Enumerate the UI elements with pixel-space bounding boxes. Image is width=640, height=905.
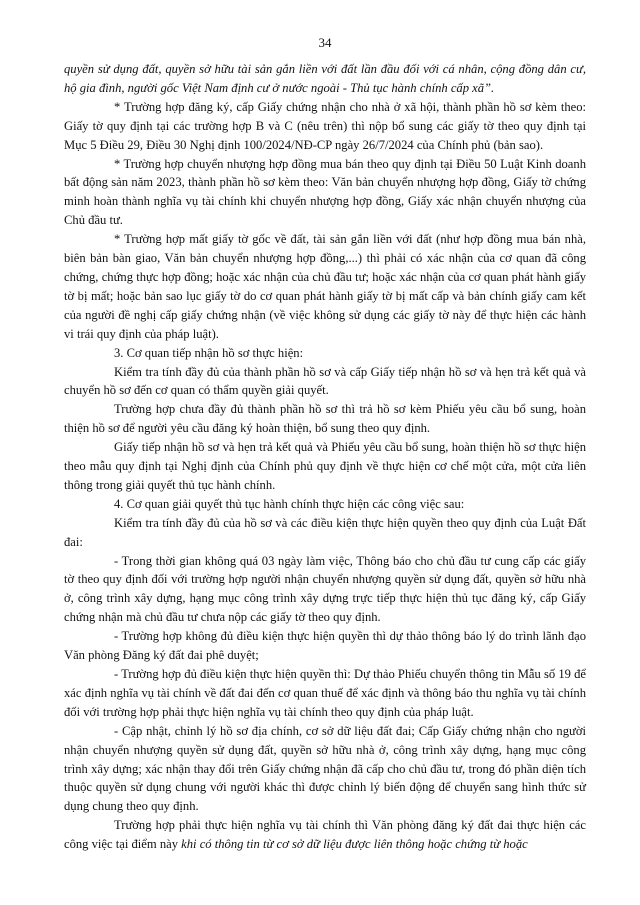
paragraph-text: Giấy tiếp nhận hồ sơ và hẹn trả kết quả và Phiếu yêu cầu bổ sung, hoàn thiện hồ sơ thực hiện theo mẫu quy định tại Nghị định của Chính phủ quy định về thực hiện cơ chế một cửa, một cửa liên thông trong giải quyết thủ tục hành chính. [64, 440, 586, 492]
paragraph [64, 344, 586, 363]
paragraph [64, 816, 586, 854]
document-page [64, 0, 586, 905]
document-body [64, 60, 586, 854]
paragraph [64, 552, 586, 628]
paragraph-text: Trường hợp phải thực hiện nghĩa vụ tài chính thì Văn phòng đăng ký đất đai thực hiện các công việc tại điểm này [64, 818, 586, 852]
paragraph [64, 60, 586, 98]
paragraph-text: quyền sử dụng đất, quyền sở hữu tài sản gắn liền với đất lần đầu đối với cá nhân, cộng đồng dân cư, hộ gia đình, người gốc Việt Nam định cư ở nước ngoài - Thủ tục hành chính cấp xã”. [64, 62, 586, 95]
paragraph-text: - Trong thời gian không quá 03 ngày làm việc, Thông báo cho chủ đầu tư cung cấp các giấy tờ theo quy định đối với trường hợp người nhận chuyển nhượng quyền sử dụng đất, quyền sở hữu nhà ở, công trình xây dựng, hạng mục công trình xây dựng trực tiếp thực hiện thủ tục đăng ký, cấp Giấy chứng nhận mà chủ đầu tư chưa nộp các giấy tờ theo quy định. [64, 553, 586, 625]
paragraph-text: 3. Cơ quan tiếp nhận hồ sơ thực hiện: [114, 345, 304, 360]
paragraph [64, 98, 586, 155]
paragraph-text: Kiểm tra tính đầy đủ của thành phần hồ sơ và cấp Giấy tiếp nhận hồ sơ và hẹn trả kết quả và chuyển hồ sơ đến cơ quan có thẩm quyền giải quyết. [64, 364, 586, 398]
paragraph-text: - Trường hợp không đủ điều kiện thực hiện quyền thì dự thảo thông báo lý do trình lãnh đạo Văn phòng Đăng ký đất đai phê duyệt; [64, 629, 586, 663]
paragraph [64, 400, 586, 438]
paragraph-text: 4. Cơ quan giải quyết thủ tục hành chính thực hiện các công việc sau: [114, 496, 465, 511]
paragraph [64, 438, 586, 495]
paragraph-text: Trường hợp chưa đầy đủ thành phần hồ sơ thì trả hồ sơ kèm Phiếu yêu cầu bổ sung, hoàn thiện hồ sơ để người yêu cầu đăng ký hoàn thiện, bổ sung theo quy định. [64, 402, 586, 436]
page-number: 34 [318, 35, 332, 50]
paragraph-text: * Trường hợp mất giấy tờ gốc về đất, tài sản gắn liền với đất (như hợp đồng mua bán nhà, biên bản bàn giao, Văn bản chuyển nhượng hợp đồng,...) thì phải có xác nhận của cơ quan đã công chứng, chứng thực hợp đồng; hoặc xác nhận của chủ đầu tư; hoặc xác nhận của cơ quan phát hành giấy tờ bị mất; hoặc bản sao lục giấy tờ do cơ quan phát hành giấy tờ bị mất cấp và bản chính giấy cam kết của người đề nghị cấp giấy chứng nhận (về việc không sử dụng các giấy tờ này để thực hiện các hành vi trái quy định của pháp luật). [64, 232, 586, 341]
paragraph-text: khi có thông tin từ cơ sở dữ liệu được liên thông hoặc chứng từ hoặc [181, 837, 528, 852]
paragraph [64, 155, 586, 231]
paragraph [64, 722, 586, 817]
paragraph [64, 665, 586, 722]
paragraph-text: * Trường hợp chuyển nhượng hợp đồng mua bán theo quy định tại Điều 50 Luật Kinh doanh bất động sản năm 2023, thành phần hồ sơ kèm theo: Văn bản chuyển nhượng hợp đồng, Giấy tờ chứng minh hoàn thành nghĩa vụ tài chính khi chuyển nhượng hợp đồng, Giấy xác nhận chuyển nhượng của Chủ đầu tư. [64, 156, 586, 228]
paragraph-text: - Trường hợp đủ điều kiện thực hiện quyền thì: Dự thảo Phiếu chuyển thông tin Mẫu số 19 để xác định nghĩa vụ tài chính về đất đai đến cơ quan thuế để xác định và thông báo thu nghĩa vụ tài chính đối với trường hợp phải thực hiện nghĩa vụ tài chính theo quy định của pháp luật. [64, 667, 586, 719]
paragraph [64, 363, 586, 401]
paragraph [64, 514, 586, 552]
paragraph-text: - Cập nhật, chỉnh lý hồ sơ địa chính, cơ sở dữ liệu đất đai; Cấp Giấy chứng nhận cho người nhận chuyển nhượng quyền sử dụng đất, quyền sở hữu nhà ở, công trình xây dựng, hạng mục công trình xây dựng; xác nhận thay đổi trên Giấy chứng nhận đã cấp cho chủ đầu tư, trong đó phần diện tích thuộc quyền sử dụng chung với người khác thì được chỉnh lý biến động để chuyển sang hình thức sử dụng chung theo quy định. [64, 723, 586, 814]
paragraph [64, 495, 586, 514]
paragraph [64, 230, 586, 343]
paragraph-text: Kiểm tra tính đầy đủ của hồ sơ và các điều kiện thực hiện quyền theo quy định của Luật Đất đai: [64, 515, 586, 549]
paragraph-text: * Trường hợp đăng ký, cấp Giấy chứng nhận cho nhà ở xã hội, thành phần hồ sơ kèm theo: Giấy tờ quy định tại các trường hợp B và C (nêu trên) thì nộp bổ sung các giấy tờ theo quy định tại Mục 5 Điều 29, Điều 30 Nghị định 100/2024/NĐ-CP ngày 26/7/2024 của Chính phủ (bản sao). [64, 99, 586, 152]
paragraph [64, 627, 586, 665]
